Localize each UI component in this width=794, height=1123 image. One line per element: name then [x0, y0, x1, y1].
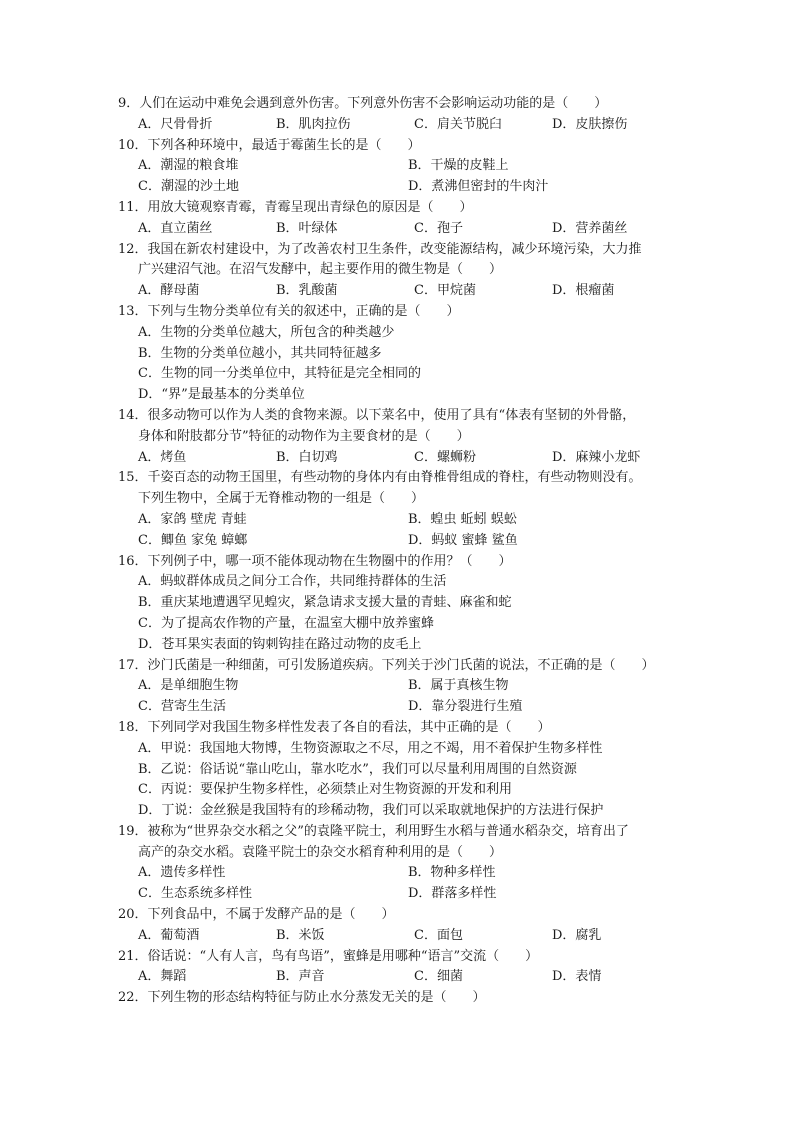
question-stem — [118, 552, 698, 573]
answer-option: B．声音 — [276, 969, 325, 985]
answer-option: A．家鸽 壁虎 青蛙 — [138, 511, 247, 527]
answer-option: C．为了提高农作物的产量，在温室大棚中放养蜜蜂 — [138, 615, 434, 631]
answer-option: B．蝗虫 蚯蚓 蜈蚣 — [408, 511, 517, 527]
answer-option: A．舞蹈 — [138, 969, 187, 985]
answer-option: B．乳酸菌 — [276, 283, 338, 299]
option-group — [118, 926, 698, 947]
question-text: 沙门氏菌是一种细菌，可引发肠道疾病。下列关于沙门氏菌的说法，不正确的是（ ） — [147, 657, 655, 673]
question-number: 13． — [118, 303, 148, 319]
question-4 — [118, 240, 698, 302]
option-group — [118, 863, 698, 905]
option-group — [118, 739, 698, 822]
answer-option: C．生态系统多样性 — [138, 886, 252, 902]
question-stem — [118, 198, 698, 219]
answer-option: B．乙说：俗话说“靠山吃山，靠水吃水”，我们可以尽量利用周围的自然资源 — [138, 761, 577, 777]
option-group — [118, 448, 698, 469]
answer-option: D．麻辣小龙虾 — [552, 449, 641, 465]
answer-option: D．根瘤菌 — [552, 283, 615, 299]
answer-option: A．葡萄酒 — [138, 927, 200, 943]
question-number: 16． — [118, 553, 148, 569]
answer-option: C．生物的同一分类单位中，其特征是完全相同的 — [138, 366, 421, 382]
question-stem — [118, 988, 698, 1009]
answer-option: B．米饭 — [276, 927, 325, 943]
question-number: 20． — [118, 907, 148, 923]
answer-option: D．煮沸但密封的牛肉汁 — [408, 179, 549, 195]
question-number: 17． — [118, 657, 148, 673]
question-text: 人们在运动中难免会遇到意外伤害。下列意外伤害不会影响运动功能的是（ ） — [139, 96, 608, 111]
question-3 — [118, 198, 698, 240]
option-group — [118, 115, 698, 136]
answer-option: C．丙说：要保护生物多样性，必须禁止对生物资源的开发和利用 — [138, 782, 512, 798]
question-text: 下列食品中，不属于发酵产品的是（ ） — [147, 907, 395, 923]
question-stem — [118, 136, 698, 157]
answer-option: D．蚂蚁 蜜蜂 鲨鱼 — [408, 532, 518, 548]
question-text: 下列各种环境中，最适于霉菌生长的是（ ） — [147, 137, 421, 153]
option-group — [118, 323, 698, 406]
answer-option: A．蚂蚁群体成员之间分工合作，共同维持群体的生活 — [138, 574, 447, 590]
question-2 — [118, 136, 698, 198]
question-text: 很多动物可以作为人类的食物来源。以下菜名中，使用了具有“体表有坚韧的外骨骼， — [147, 407, 636, 423]
answer-option: B．属于真核生物 — [408, 678, 509, 694]
question-text: 下列生物的形态结构特征与防止水分蒸发无关的是（ ） — [147, 990, 486, 1006]
answer-option: A．烤鱼 — [138, 449, 187, 465]
option-group — [118, 676, 698, 718]
answer-option: A．生物的分类单位越大，所包含的种类越少 — [138, 324, 395, 340]
answer-option: C．甲烷菌 — [414, 283, 476, 299]
answer-option: D．表情 — [552, 969, 602, 985]
question-7 — [118, 468, 698, 551]
answer-option: C．面包 — [414, 927, 463, 943]
question-number: 22． — [118, 990, 148, 1006]
answer-option: A．遗传多样性 — [138, 865, 226, 881]
answer-option: A．直立菌丝 — [138, 220, 213, 236]
question-9 — [118, 656, 698, 718]
answer-option: D．丁说：金丝猴是我国特有的珍稀动物，我们可以采取就地保护的方法进行保护 — [138, 803, 604, 819]
question-text-continued: 身体和附肢都分节”特征的动物作为主要食材的是（ ） — [138, 428, 470, 444]
question-number: 9． — [118, 96, 140, 111]
question-stem — [118, 468, 698, 489]
question-text-continued: 广兴建沼气池。在沼气发酵中，起主要作用的微生物是（ ） — [138, 262, 503, 278]
question-5 — [118, 302, 698, 406]
question-text: 被称为“世界杂交水稻之父”的袁隆平院士，利用野生水稻与普通水稻杂交，培育出了 — [147, 823, 629, 839]
question-text: 下列与生物分类单位有关的叙述中，正确的是（ ） — [147, 303, 460, 319]
question-text: 下列例子中，哪一项不能体现动物在生物圈中的作用？（ ） — [147, 553, 512, 569]
question-number: 11． — [118, 199, 148, 215]
answer-option: C．营寄生生活 — [138, 699, 226, 715]
option-group — [118, 281, 698, 302]
answer-option: D．皮肤擦伤 — [552, 116, 628, 132]
question-stem — [118, 947, 698, 968]
question-number: 18． — [118, 719, 148, 735]
answer-option: A．酵母菌 — [138, 283, 200, 299]
question-number: 21． — [118, 948, 148, 964]
answer-option: D．营养菌丝 — [552, 220, 628, 236]
question-8 — [118, 552, 698, 656]
question-6 — [118, 406, 698, 468]
question-stem — [118, 656, 698, 677]
answer-option: A．甲说：我国地大物博，生物资源取之不尽，用之不竭，用不着保护生物多样性 — [138, 740, 603, 756]
question-text: 下列同学对我国生物多样性发表了各自的看法，其中正确的是（ ） — [147, 719, 551, 735]
answer-option: C．肩关节脱臼 — [414, 116, 502, 132]
option-group — [118, 572, 698, 655]
question-number: 10． — [118, 137, 148, 153]
answer-option: B．叶绿体 — [276, 220, 338, 236]
answer-option: B．肌肉拉伤 — [276, 116, 351, 132]
answer-option: B．干燥的皮鞋上 — [408, 158, 509, 174]
option-group — [118, 510, 698, 552]
question-stem — [118, 905, 698, 926]
question-stem — [118, 718, 698, 739]
option-group — [118, 156, 698, 198]
answer-option: B．生物的分类单位越小，其共同特征越多 — [138, 345, 382, 361]
question-12 — [118, 905, 698, 947]
question-list — [118, 94, 698, 1009]
question-14 — [118, 988, 698, 1009]
answer-option: D．腐乳 — [552, 927, 602, 943]
question-text: 我国在新农村建设中，为了改善农村卫生条件，改变能源结构，减少环境污染，大力推 — [147, 241, 642, 257]
question-stem — [118, 94, 698, 115]
question-text-continued: 高产的杂交水稻。袁隆平院士的杂交水稻育种利用的是（ ） — [138, 844, 503, 860]
question-text: 用放大镜观察青霉，青霉呈现出青绿色的原因是（ ） — [147, 199, 473, 215]
answer-option: C．孢子 — [414, 220, 463, 236]
answer-option: D．苍耳果实表面的钩刺钩挂在路过动物的皮毛上 — [138, 636, 422, 652]
question-number: 15． — [118, 470, 148, 486]
question-number: 19． — [118, 823, 148, 839]
question-text: 千姿百态的动物王国里，有些动物的身体内有由脊椎骨组成的脊柱，有些动物则没有。 — [147, 470, 642, 486]
answer-option: D．“界”是最基本的分类单位 — [138, 387, 305, 403]
question-11 — [118, 822, 698, 905]
question-text: 俗话说：“人有人言，鸟有鸟语”，蜜蜂是用哪种“语言”交流（ ） — [147, 948, 539, 964]
answer-option: C．螺蛳粉 — [414, 449, 476, 465]
question-stem — [118, 406, 698, 427]
question-text-continued: 下列生物中，全属于无脊椎动物的一组是（ ） — [138, 491, 425, 507]
answer-option: B．物种多样性 — [408, 865, 496, 881]
answer-option: A．是单细胞生物 — [138, 678, 239, 694]
answer-option: C．潮湿的沙土地 — [138, 179, 239, 195]
answer-option: C．鲫鱼 家兔 蟑螂 — [138, 532, 248, 548]
answer-option: D．靠分裂进行生殖 — [408, 699, 523, 715]
question-stem — [118, 822, 698, 843]
question-stem — [118, 240, 698, 261]
option-group — [118, 219, 698, 240]
answer-option: B．重庆某地遭遇罕见蝗灾，紧急请求支援大量的青蛙、麻雀和蛇 — [138, 595, 512, 611]
question-number: 12． — [118, 241, 148, 257]
answer-option: B．白切鸡 — [276, 449, 338, 465]
question-number: 14． — [118, 407, 148, 423]
answer-option: A．尺骨骨折 — [138, 116, 213, 132]
answer-option: A．潮湿的粮食堆 — [138, 158, 239, 174]
answer-option: C．细菌 — [414, 969, 463, 985]
question-1 — [118, 94, 698, 136]
question-13 — [118, 947, 698, 989]
question-stem — [118, 302, 698, 323]
option-group — [118, 967, 698, 988]
answer-option: D．群落多样性 — [408, 886, 497, 902]
question-10 — [118, 718, 698, 822]
